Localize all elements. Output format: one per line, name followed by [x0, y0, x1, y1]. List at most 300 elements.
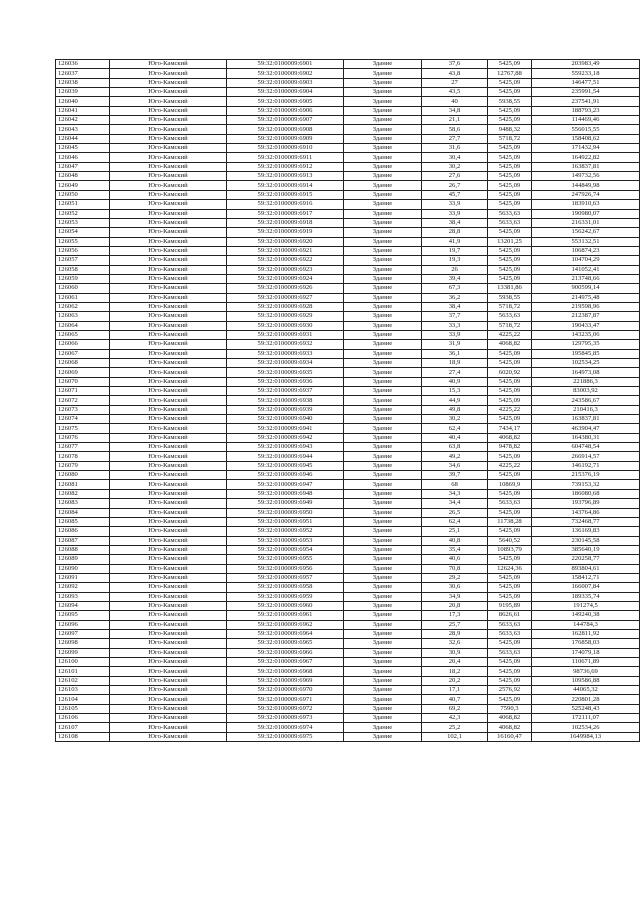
table-row: [56, 601, 640, 610]
cadastral-value-cell: 210416,3: [532, 405, 640, 414]
specific-value-cell: 5938,55: [488, 293, 532, 302]
table-row: [56, 153, 640, 162]
specific-value-cell: 10869,9: [488, 480, 532, 489]
area-cell: 43,5: [422, 88, 488, 97]
cadastral-number-cell: 59:32:0100009:6923: [227, 265, 344, 274]
table-row: [56, 527, 640, 536]
row-number-cell: 126042: [56, 116, 110, 125]
object-type-cell: Здание: [344, 564, 422, 573]
district-cell: Юго-Камский: [110, 592, 227, 601]
cadastral-number-cell: 59:32:0100009:6939: [227, 405, 344, 414]
specific-value-cell: 5633,63: [488, 209, 532, 218]
row-number-cell: 126107: [56, 723, 110, 732]
district-cell: Юго-Камский: [110, 116, 227, 125]
table-row: [56, 246, 640, 255]
table-row: [56, 573, 640, 582]
district-cell: Юго-Камский: [110, 377, 227, 386]
table-row: [56, 116, 640, 125]
district-cell: Юго-Камский: [110, 536, 227, 545]
specific-value-cell: 5425,09: [488, 695, 532, 704]
cadastral-value-cell: 174079,18: [532, 648, 640, 657]
cadastral-number-cell: 59:32:0100009:6919: [227, 228, 344, 237]
specific-value-cell: 7434,17: [488, 424, 532, 433]
cadastral-value-cell: 114469,46: [532, 116, 640, 125]
area-cell: 40,7: [422, 695, 488, 704]
row-number-cell: 126051: [56, 200, 110, 209]
district-cell: Юго-Камский: [110, 620, 227, 629]
table-row: [56, 256, 640, 265]
row-number-cell: 126072: [56, 396, 110, 405]
area-cell: 25,2: [422, 723, 488, 732]
cadastral-number-cell: 59:32:0100009:6954: [227, 545, 344, 554]
row-number-cell: 126094: [56, 601, 110, 610]
table-row: [56, 78, 640, 87]
cadastral-number-cell: 59:32:0100009:6968: [227, 667, 344, 676]
cadastral-value-cell: 195845,85: [532, 349, 640, 358]
table-row: [56, 293, 640, 302]
table-row: [56, 583, 640, 592]
row-number-cell: 126047: [56, 162, 110, 171]
district-cell: Юго-Камский: [110, 256, 227, 265]
row-number-cell: 126038: [56, 78, 110, 87]
district-cell: Юго-Камский: [110, 583, 227, 592]
specific-value-cell: 12624,36: [488, 564, 532, 573]
cadastral-value-cell: 604748,54: [532, 443, 640, 452]
district-cell: Юго-Камский: [110, 172, 227, 181]
table-row: [56, 667, 640, 676]
specific-value-cell: 4225,22: [488, 461, 532, 470]
cadastral-number-cell: 59:32:0100009:6920: [227, 237, 344, 246]
row-number-cell: 126106: [56, 714, 110, 723]
cadastral-number-cell: 59:32:0100009:6929: [227, 312, 344, 321]
cadastral-number-cell: 59:32:0100009:6952: [227, 527, 344, 536]
district-cell: Юго-Камский: [110, 639, 227, 648]
row-number-cell: 126085: [56, 517, 110, 526]
cadastral-value-cell: 171432,94: [532, 144, 640, 153]
specific-value-cell: 5425,09: [488, 415, 532, 424]
district-cell: Юго-Камский: [110, 601, 227, 610]
district-cell: Юго-Камский: [110, 480, 227, 489]
cadastral-number-cell: 59:32:0100009:6946: [227, 471, 344, 480]
object-type-cell: Здание: [344, 153, 422, 162]
table-row: [56, 452, 640, 461]
area-cell: 19,7: [422, 246, 488, 255]
area-cell: 27,6: [422, 172, 488, 181]
specific-value-cell: 5425,09: [488, 116, 532, 125]
cadastral-value-cell: 163837,81: [532, 415, 640, 424]
district-cell: Юго-Камский: [110, 676, 227, 685]
cadastral-value-cell: 164973,08: [532, 368, 640, 377]
table-row: [56, 237, 640, 246]
specific-value-cell: 5425,09: [488, 228, 532, 237]
object-type-cell: Здание: [344, 228, 422, 237]
table-row: [56, 144, 640, 153]
object-type-cell: Здание: [344, 658, 422, 667]
district-cell: Юго-Камский: [110, 732, 227, 741]
object-type-cell: Здание: [344, 452, 422, 461]
cadastral-number-cell: 59:32:0100009:6953: [227, 536, 344, 545]
table-row: [56, 368, 640, 377]
area-cell: 19,3: [422, 256, 488, 265]
area-cell: 30,9: [422, 648, 488, 657]
object-type-cell: Здание: [344, 555, 422, 564]
row-number-cell: 126052: [56, 209, 110, 218]
specific-value-cell: 5425,09: [488, 359, 532, 368]
table-row: [56, 321, 640, 330]
district-cell: Юго-Камский: [110, 545, 227, 554]
row-number-cell: 126092: [56, 583, 110, 592]
cadastral-value-cell: 109586,88: [532, 676, 640, 685]
cadastral-value-cell: 190433,47: [532, 321, 640, 330]
area-cell: 37,7: [422, 312, 488, 321]
district-cell: Юго-Камский: [110, 274, 227, 283]
row-number-cell: 126089: [56, 555, 110, 564]
row-number-cell: 126103: [56, 686, 110, 695]
area-cell: 102,1: [422, 732, 488, 741]
object-type-cell: Здание: [344, 620, 422, 629]
area-cell: 26: [422, 265, 488, 274]
specific-value-cell: 5425,09: [488, 583, 532, 592]
district-cell: Юго-Камский: [110, 293, 227, 302]
cadastral-value-cell: 106874,23: [532, 246, 640, 255]
district-cell: Юго-Камский: [110, 658, 227, 667]
object-type-cell: Здание: [344, 433, 422, 442]
area-cell: 30,6: [422, 583, 488, 592]
table-row: [56, 330, 640, 339]
area-cell: 67,3: [422, 284, 488, 293]
specific-value-cell: 2576,92: [488, 686, 532, 695]
cadastral-value-cell: 186080,68: [532, 489, 640, 498]
cadastral-number-cell: 59:32:0100009:6965: [227, 639, 344, 648]
area-cell: 33,9: [422, 330, 488, 339]
row-number-cell: 126041: [56, 106, 110, 115]
table-row: [56, 200, 640, 209]
district-cell: Юго-Камский: [110, 69, 227, 78]
row-number-cell: 126078: [56, 452, 110, 461]
specific-value-cell: 5425,09: [488, 349, 532, 358]
cadastral-number-cell: 59:32:0100009:6944: [227, 452, 344, 461]
specific-value-cell: 5425,09: [488, 592, 532, 601]
area-cell: 32,6: [422, 639, 488, 648]
cadastral-value-cell: 213748,66: [532, 274, 640, 283]
area-cell: 49,8: [422, 405, 488, 414]
object-type-cell: Здание: [344, 601, 422, 610]
object-type-cell: Здание: [344, 405, 422, 414]
object-type-cell: Здание: [344, 545, 422, 554]
object-type-cell: Здание: [344, 415, 422, 424]
cadastral-value-cell: 164922,82: [532, 153, 640, 162]
table-row: [56, 284, 640, 293]
cadastral-value-cell: 183910,63: [532, 200, 640, 209]
table-row: [56, 106, 640, 115]
cadastral-value-table: [55, 59, 640, 742]
specific-value-cell: 5425,09: [488, 508, 532, 517]
specific-value-cell: 5425,09: [488, 246, 532, 255]
object-type-cell: Здание: [344, 256, 422, 265]
object-type-cell: Здание: [344, 209, 422, 218]
area-cell: 17,1: [422, 686, 488, 695]
row-number-cell: 126090: [56, 564, 110, 573]
cadastral-number-cell: 59:32:0100009:6949: [227, 499, 344, 508]
district-cell: Юго-Камский: [110, 246, 227, 255]
specific-value-cell: 5425,09: [488, 190, 532, 199]
object-type-cell: Здание: [344, 377, 422, 386]
specific-value-cell: 4225,22: [488, 330, 532, 339]
object-type-cell: Здание: [344, 573, 422, 582]
table-row: [56, 377, 640, 386]
cadastral-value-cell: 214975,48: [532, 293, 640, 302]
row-number-cell: 126077: [56, 443, 110, 452]
area-cell: 36,1: [422, 349, 488, 358]
cadastral-number-cell: 59:32:0100009:6941: [227, 424, 344, 433]
area-cell: 30,2: [422, 415, 488, 424]
row-number-cell: 126093: [56, 592, 110, 601]
object-type-cell: Здание: [344, 106, 422, 115]
cadastral-number-cell: 59:32:0100009:6936: [227, 377, 344, 386]
specific-value-cell: 10893,79: [488, 545, 532, 554]
row-number-cell: 126053: [56, 218, 110, 227]
cadastral-value-cell: 219598,96: [532, 302, 640, 311]
district-cell: Юго-Камский: [110, 330, 227, 339]
area-cell: 34,4: [422, 499, 488, 508]
area-cell: 27: [422, 78, 488, 87]
specific-value-cell: 4068,82: [488, 723, 532, 732]
specific-value-cell: 5425,09: [488, 88, 532, 97]
district-cell: Юго-Камский: [110, 200, 227, 209]
row-number-cell: 126068: [56, 359, 110, 368]
row-number-cell: 126054: [56, 228, 110, 237]
cadastral-number-cell: 59:32:0100009:6924: [227, 274, 344, 283]
row-number-cell: 126080: [56, 471, 110, 480]
district-cell: Юго-Камский: [110, 349, 227, 358]
specific-value-cell: 5718,72: [488, 302, 532, 311]
row-number-cell: 126050: [56, 190, 110, 199]
district-cell: Юго-Камский: [110, 704, 227, 713]
table-row: [56, 517, 640, 526]
table-row: [56, 629, 640, 638]
table-row: [56, 415, 640, 424]
district-cell: Юго-Камский: [110, 237, 227, 246]
specific-value-cell: 5633,63: [488, 312, 532, 321]
row-number-cell: 126049: [56, 181, 110, 190]
district-cell: Юго-Камский: [110, 489, 227, 498]
area-cell: 27,7: [422, 134, 488, 143]
table-row: [56, 265, 640, 274]
district-cell: Юго-Камский: [110, 433, 227, 442]
cadastral-value-cell: 144849,98: [532, 181, 640, 190]
district-cell: Юго-Камский: [110, 629, 227, 638]
district-cell: Юго-Камский: [110, 405, 227, 414]
object-type-cell: Здание: [344, 489, 422, 498]
row-number-cell: 126044: [56, 134, 110, 143]
cadastral-value-cell: 216331,01: [532, 218, 640, 227]
table-row: [56, 648, 640, 657]
area-cell: 68: [422, 480, 488, 489]
object-type-cell: Здание: [344, 302, 422, 311]
specific-value-cell: 5425,09: [488, 265, 532, 274]
area-cell: 30,2: [422, 162, 488, 171]
area-cell: 34,8: [422, 106, 488, 115]
cadastral-value-cell: 149732,56: [532, 172, 640, 181]
object-type-cell: Здание: [344, 704, 422, 713]
specific-value-cell: 5425,09: [488, 200, 532, 209]
row-number-cell: 126060: [56, 284, 110, 293]
cadastral-value-cell: 556015,55: [532, 125, 640, 134]
cadastral-value-cell: 172111,07: [532, 714, 640, 723]
cadastral-value-cell: 221886,3: [532, 377, 640, 386]
row-number-cell: 126046: [56, 153, 110, 162]
table-row: [56, 489, 640, 498]
specific-value-cell: 9195,89: [488, 601, 532, 610]
area-cell: 34,6: [422, 461, 488, 470]
row-number-cell: 126039: [56, 88, 110, 97]
cadastral-number-cell: 59:32:0100009:6922: [227, 256, 344, 265]
district-cell: Юго-Камский: [110, 181, 227, 190]
row-number-cell: 126045: [56, 144, 110, 153]
object-type-cell: Здание: [344, 349, 422, 358]
cadastral-value-cell: 146477,51: [532, 78, 640, 87]
area-cell: 40,6: [422, 555, 488, 564]
specific-value-cell: 5425,09: [488, 106, 532, 115]
cadastral-number-cell: 59:32:0100009:6957: [227, 573, 344, 582]
district-cell: Юго-Камский: [110, 695, 227, 704]
table-row: [56, 443, 640, 452]
specific-value-cell: 5633,63: [488, 629, 532, 638]
cadastral-number-cell: 59:32:0100009:6970: [227, 686, 344, 695]
object-type-cell: Здание: [344, 629, 422, 638]
table-row: [56, 312, 640, 321]
row-number-cell: 126070: [56, 377, 110, 386]
area-cell: 70,8: [422, 564, 488, 573]
cadastral-value-cell: 230145,58: [532, 536, 640, 545]
cadastral-number-cell: 59:32:0100009:6903: [227, 78, 344, 87]
row-number-cell: 126079: [56, 461, 110, 470]
cadastral-value-cell: 220801,28: [532, 695, 640, 704]
object-type-cell: Здание: [344, 237, 422, 246]
cadastral-number-cell: 59:32:0100009:6951: [227, 517, 344, 526]
object-type-cell: Здание: [344, 676, 422, 685]
object-type-cell: Здание: [344, 648, 422, 657]
object-type-cell: Здание: [344, 125, 422, 134]
cadastral-value-cell: 266914,57: [532, 452, 640, 461]
object-type-cell: Здание: [344, 592, 422, 601]
row-number-cell: 126088: [56, 545, 110, 554]
district-cell: Юго-Камский: [110, 302, 227, 311]
cadastral-value-cell: 732468,77: [532, 517, 640, 526]
district-cell: Юго-Камский: [110, 312, 227, 321]
object-type-cell: Здание: [344, 172, 422, 181]
specific-value-cell: 4225,22: [488, 405, 532, 414]
specific-value-cell: 12767,88: [488, 69, 532, 78]
cadastral-value-cell: 385640,19: [532, 545, 640, 554]
area-cell: 38,4: [422, 302, 488, 311]
row-number-cell: 126063: [56, 312, 110, 321]
table-row: [56, 499, 640, 508]
cadastral-value-cell: 158408,62: [532, 134, 640, 143]
table-row: [56, 88, 640, 97]
row-number-cell: 126069: [56, 368, 110, 377]
specific-value-cell: 5425,09: [488, 60, 532, 69]
object-type-cell: Здание: [344, 471, 422, 480]
table-row: [56, 480, 640, 489]
object-type-cell: Здание: [344, 714, 422, 723]
area-cell: 38,4: [422, 218, 488, 227]
cadastral-value-cell: 243586,67: [532, 396, 640, 405]
row-number-cell: 126091: [56, 573, 110, 582]
table-row: [56, 545, 640, 554]
table-row: [56, 396, 640, 405]
object-type-cell: Здание: [344, 293, 422, 302]
cadastral-value-cell: 203983,49: [532, 60, 640, 69]
row-number-cell: 126040: [56, 97, 110, 106]
cadastral-value-cell: 215376,19: [532, 471, 640, 480]
cadastral-number-cell: 59:32:0100009:6940: [227, 415, 344, 424]
specific-value-cell: 5425,09: [488, 471, 532, 480]
object-type-cell: Здание: [344, 162, 422, 171]
specific-value-cell: 5425,09: [488, 658, 532, 667]
cadastral-number-cell: 59:32:0100009:6964: [227, 629, 344, 638]
row-number-cell: 126055: [56, 237, 110, 246]
table-row: [56, 658, 640, 667]
table-row: [56, 714, 640, 723]
cadastral-number-cell: 59:32:0100009:6910: [227, 144, 344, 153]
district-cell: Юго-Камский: [110, 134, 227, 143]
object-type-cell: Здание: [344, 517, 422, 526]
area-cell: 27,4: [422, 368, 488, 377]
cadastral-number-cell: 59:32:0100009:6961: [227, 611, 344, 620]
area-cell: 26,7: [422, 181, 488, 190]
district-cell: Юго-Камский: [110, 573, 227, 582]
table-row: [56, 433, 640, 442]
cadastral-number-cell: 59:32:0100009:6911: [227, 153, 344, 162]
district-cell: Юго-Камский: [110, 97, 227, 106]
cadastral-number-cell: 59:32:0100009:6960: [227, 601, 344, 610]
specific-value-cell: 5425,09: [488, 555, 532, 564]
cadastral-value-cell: 164380,31: [532, 433, 640, 442]
row-number-cell: 126081: [56, 480, 110, 489]
object-type-cell: Здание: [344, 265, 422, 274]
cadastral-number-cell: 59:32:0100009:6927: [227, 293, 344, 302]
row-number-cell: 126100: [56, 658, 110, 667]
row-number-cell: 126067: [56, 349, 110, 358]
table-row: [56, 639, 640, 648]
specific-value-cell: 5633,63: [488, 218, 532, 227]
district-cell: Юго-Камский: [110, 162, 227, 171]
cadastral-number-cell: 59:32:0100009:6915: [227, 190, 344, 199]
cadastral-number-cell: 59:32:0100009:6950: [227, 508, 344, 517]
object-type-cell: Здание: [344, 246, 422, 255]
cadastral-value-cell: 141052,41: [532, 265, 640, 274]
district-cell: Юго-Камский: [110, 686, 227, 695]
table-row: [56, 181, 640, 190]
specific-value-cell: 5425,09: [488, 489, 532, 498]
table-row: [56, 349, 640, 358]
table-row: [56, 228, 640, 237]
row-number-cell: 126048: [56, 172, 110, 181]
row-number-cell: 126098: [56, 639, 110, 648]
table-row: [56, 190, 640, 199]
cadastral-number-cell: 59:32:0100009:6974: [227, 723, 344, 732]
object-type-cell: Здание: [344, 461, 422, 470]
specific-value-cell: 5425,09: [488, 639, 532, 648]
cadastral-value-cell: 525248,43: [532, 704, 640, 713]
row-number-cell: 126082: [56, 489, 110, 498]
table-row: [56, 340, 640, 349]
specific-value-cell: 5425,09: [488, 676, 532, 685]
area-cell: 43,8: [422, 69, 488, 78]
cadastral-number-cell: 59:32:0100009:6904: [227, 88, 344, 97]
specific-value-cell: 5633,63: [488, 620, 532, 629]
